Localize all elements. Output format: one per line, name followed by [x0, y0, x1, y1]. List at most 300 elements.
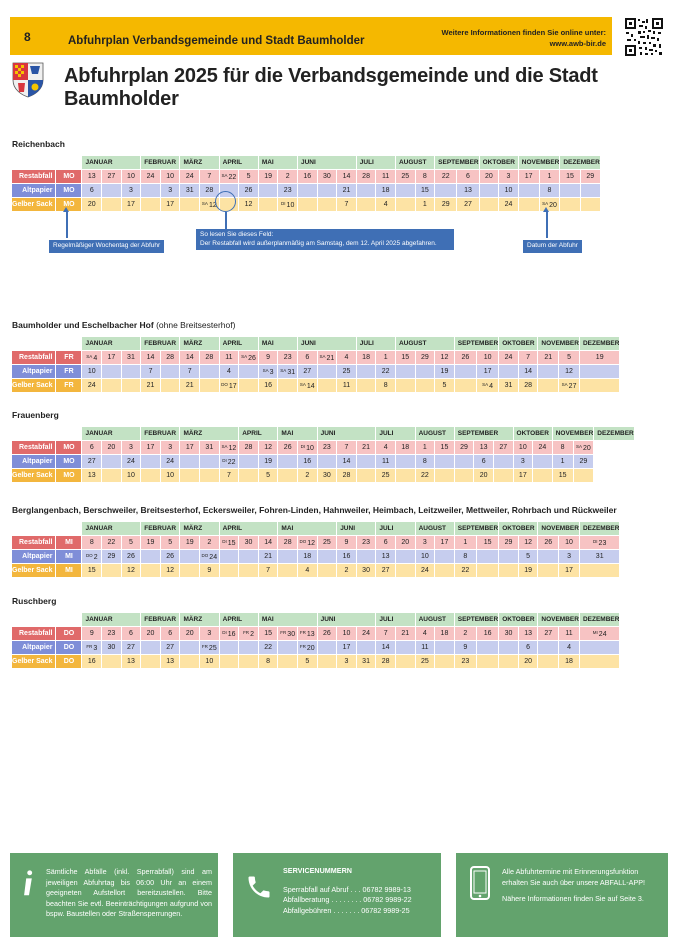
date-cell: 7 — [519, 351, 538, 364]
date-cell: 12 — [559, 365, 579, 378]
date-cell: 26 — [239, 184, 258, 197]
date-cell — [477, 564, 498, 577]
date-cell: 12 — [122, 564, 141, 577]
date-cell: 4 — [337, 351, 356, 364]
month-header-row — [12, 156, 600, 169]
date-cell — [318, 641, 337, 654]
date-cell — [580, 564, 619, 577]
header-spacer — [56, 522, 81, 535]
date-cell: 28 — [278, 536, 297, 549]
date-cell — [102, 455, 121, 468]
date-cell: 16 — [337, 550, 356, 563]
date-cell — [180, 198, 199, 211]
date-cell: $^{DO}$12 — [298, 536, 317, 549]
month-header: JULI — [376, 427, 414, 440]
date-cell: 15 — [416, 184, 435, 197]
date-cell: 13 — [474, 441, 493, 454]
header-info-url[interactable]: www.awb-bir.de — [549, 39, 606, 48]
service-line-sperrabfall[interactable]: Sperrabfall auf Abruf . . . 06782 9989-13 — [283, 884, 411, 894]
weekday-cell: DO — [56, 627, 81, 640]
date-cell: 10 — [514, 441, 533, 454]
date-cell: 21 — [396, 627, 415, 640]
shifted-weekday: DO — [299, 538, 307, 544]
date-cell: 3 — [499, 170, 518, 183]
date-cell — [357, 469, 376, 482]
month-header: JUNI — [318, 613, 376, 626]
date-cell: 26 — [538, 536, 558, 549]
shifted-weekday: DO — [221, 381, 228, 387]
row-label: Gelber Sack — [12, 379, 55, 392]
date-cell: 19 — [180, 536, 199, 549]
callout-date: Datum der Abfuhr — [523, 240, 582, 253]
date-cell — [396, 469, 415, 482]
date-cell: 6 — [376, 536, 395, 549]
date-cell: 31 — [122, 351, 141, 364]
date-cell — [477, 550, 498, 563]
date-cell — [357, 641, 376, 654]
date-cell: 3 — [161, 184, 180, 197]
date-cell: 20 — [396, 536, 415, 549]
date-cell — [318, 198, 337, 211]
date-cell — [239, 469, 258, 482]
footer-app-box — [456, 853, 668, 937]
month-header: SEPTEMBER — [435, 156, 478, 169]
callout-arrowhead-weekday — [63, 207, 69, 212]
date-cell — [180, 550, 199, 563]
weekday-cell: DO — [56, 641, 81, 654]
month-header: AUGUST — [396, 156, 434, 169]
header-spacer — [12, 522, 55, 535]
date-cell: 17 — [141, 441, 160, 454]
date-cell: 27 — [538, 627, 558, 640]
date-cell: 2 — [278, 170, 297, 183]
header-info-line1: Weitere Informationen finden Sie online unter: — [441, 28, 606, 37]
date-cell: 10 — [200, 655, 219, 668]
date-cell — [239, 365, 258, 378]
row-label: Gelber Sack — [12, 655, 55, 668]
date-cell: 24 — [533, 441, 552, 454]
date-cell: 6 — [82, 184, 101, 197]
date-cell: 30 — [357, 564, 376, 577]
date-cell — [396, 655, 415, 668]
date-cell: 1 — [416, 198, 435, 211]
weekday-cell: MO — [56, 441, 81, 454]
month-header: MAI — [259, 337, 297, 350]
month-header: MÄRZ — [180, 522, 218, 535]
page-number: 8 — [24, 30, 31, 44]
date-cell: 18 — [376, 184, 395, 197]
date-cell — [141, 564, 160, 577]
date-cell: $^{DI}$23 — [580, 536, 619, 549]
date-cell: 18 — [396, 441, 415, 454]
date-cell: $^{SA}$12 — [200, 198, 219, 211]
shifted-weekday: SA — [482, 381, 489, 387]
date-cell: 15 — [553, 469, 573, 482]
service-line-abfallgebuehren[interactable]: Abfallgebühren . . . . . . . 06782 9989-25 — [283, 905, 410, 915]
month-header: AUGUST — [416, 427, 454, 440]
date-cell: 10 — [499, 184, 518, 197]
date-cell: 13 — [122, 655, 141, 668]
date-cell: 6 — [519, 641, 538, 654]
date-cell: 1 — [540, 170, 560, 183]
date-cell: 13 — [82, 170, 101, 183]
month-header: APRIL — [220, 156, 258, 169]
callout-pointer-field — [225, 212, 227, 230]
weekday-cell: MI — [56, 536, 81, 549]
month-header: DEZEMBER — [580, 337, 619, 350]
date-cell — [435, 655, 454, 668]
info-icon — [22, 867, 36, 901]
altpapier-row — [12, 184, 600, 197]
header-spacer — [56, 337, 81, 350]
date-cell: 29 — [455, 441, 474, 454]
date-cell: 22 — [416, 469, 435, 482]
date-cell: 17 — [180, 441, 199, 454]
callout-field — [196, 229, 454, 250]
date-cell — [416, 379, 435, 392]
shifted-weekday: SA — [319, 353, 326, 359]
month-header: DEZEMBER — [560, 156, 599, 169]
date-cell: 23 — [278, 184, 297, 197]
date-cell: 17 — [102, 351, 121, 364]
date-cell — [396, 550, 415, 563]
date-cell: 14 — [519, 365, 538, 378]
date-cell — [200, 365, 219, 378]
date-cell — [494, 469, 513, 482]
shifted-weekday: DO — [85, 552, 93, 558]
date-cell: $^{FR}$13 — [298, 627, 317, 640]
gelber-sack-row — [12, 469, 634, 482]
month-header: JANUAR — [82, 427, 140, 440]
date-cell — [141, 550, 160, 563]
date-cell — [435, 469, 454, 482]
month-header: OKTOBER — [499, 522, 537, 535]
gelber-sack-row — [12, 198, 600, 211]
date-cell: 11 — [376, 455, 395, 468]
date-cell: 2 — [455, 627, 476, 640]
date-cell: $^{SA}$4 — [477, 379, 498, 392]
date-cell — [580, 655, 619, 668]
schedule-table — [11, 155, 601, 212]
qr-code-icon[interactable] — [624, 17, 664, 57]
date-cell: 19 — [435, 365, 454, 378]
month-header: FEBRUAR — [141, 613, 179, 626]
month-header-row — [12, 522, 619, 535]
gelber-sack-row — [12, 379, 619, 392]
date-cell — [200, 455, 219, 468]
restabfall-row — [12, 170, 600, 183]
date-cell: $^{SA}$27 — [559, 379, 579, 392]
date-cell — [480, 198, 499, 211]
date-cell: 28 — [239, 441, 258, 454]
date-cell: 13 — [161, 655, 180, 668]
shifted-weekday: DI — [300, 443, 306, 449]
header-spacer — [56, 613, 81, 626]
date-cell — [278, 455, 297, 468]
row-label: Altpapier — [12, 365, 55, 378]
date-cell — [141, 469, 160, 482]
date-cell — [580, 641, 619, 654]
date-cell — [102, 564, 121, 577]
date-cell: 3 — [337, 655, 356, 668]
main-title: Abfuhrplan 2025 für die Verbandsgemeinde und die Stadt Baumholder — [64, 65, 598, 110]
date-cell: 21 — [357, 441, 376, 454]
date-cell — [239, 379, 258, 392]
date-cell — [239, 641, 258, 654]
date-cell: 17 — [514, 469, 533, 482]
date-cell — [122, 379, 141, 392]
footer-service-box — [233, 853, 441, 937]
date-cell: 26 — [122, 550, 141, 563]
date-cell — [318, 550, 337, 563]
date-cell — [499, 564, 518, 577]
date-cell: 30 — [318, 170, 337, 183]
header-spacer — [12, 156, 55, 169]
date-cell — [480, 184, 499, 197]
date-cell: $^{SA}$26 — [239, 351, 258, 364]
date-cell — [435, 564, 454, 577]
date-cell: 1 — [455, 536, 476, 549]
shifted-weekday: SA — [86, 353, 93, 359]
date-cell — [538, 564, 558, 577]
date-cell: 27 — [122, 641, 141, 654]
date-cell: 20 — [141, 627, 160, 640]
date-cell: $^{SA}$21 — [318, 351, 337, 364]
date-cell: 27 — [298, 365, 317, 378]
date-cell — [396, 455, 415, 468]
date-cell: 5 — [435, 379, 454, 392]
date-cell: 13 — [519, 627, 538, 640]
date-cell: $^{SA}$4 — [82, 351, 101, 364]
date-cell — [499, 365, 518, 378]
date-cell — [357, 365, 376, 378]
date-cell — [519, 198, 539, 211]
date-cell — [161, 379, 180, 392]
date-cell: 4 — [298, 564, 317, 577]
date-cell: 17 — [477, 365, 498, 378]
month-header: FEBRUAR — [141, 337, 179, 350]
date-cell: 8 — [416, 455, 435, 468]
date-cell: 10 — [416, 550, 435, 563]
date-cell: 5 — [559, 351, 579, 364]
date-cell: 24 — [141, 170, 160, 183]
date-cell — [259, 184, 278, 197]
date-cell: $^{DI}$10 — [278, 198, 297, 211]
date-cell — [580, 379, 619, 392]
date-cell: 16 — [298, 455, 317, 468]
schedule-section — [12, 139, 668, 212]
altpapier-row — [12, 550, 619, 563]
shifted-weekday: SA — [280, 367, 287, 373]
shifted-weekday: DI — [222, 457, 227, 463]
shifted-weekday: DI — [281, 200, 286, 206]
date-cell: 24 — [416, 564, 435, 577]
date-cell: 12 — [519, 536, 538, 549]
date-cell: 30 — [102, 641, 121, 654]
section-title — [12, 410, 668, 421]
month-header: JULI — [357, 337, 395, 350]
shifted-weekday: SA — [221, 172, 228, 178]
month-header: JULI — [376, 522, 414, 535]
date-cell: $^{FR}$25 — [200, 641, 219, 654]
shifted-weekday: SA — [262, 367, 269, 373]
date-cell — [318, 365, 337, 378]
date-cell — [435, 184, 456, 197]
date-cell: 24 — [499, 198, 518, 211]
callout-pointer-weekday — [66, 211, 68, 238]
row-label: Gelber Sack — [12, 469, 55, 482]
date-cell: 18 — [559, 655, 579, 668]
date-cell — [180, 469, 199, 482]
date-cell: 17 — [559, 564, 579, 577]
callout-highlight-circle — [215, 191, 236, 212]
date-cell: 31 — [499, 379, 518, 392]
date-cell: 21 — [538, 351, 558, 364]
date-cell: 3 — [559, 550, 579, 563]
row-label: Restabfall — [12, 441, 55, 454]
date-cell: 19 — [519, 564, 538, 577]
shifted-weekday: SA — [221, 443, 228, 449]
date-cell — [141, 655, 160, 668]
date-cell: 23 — [102, 627, 121, 640]
date-cell — [102, 365, 121, 378]
date-cell: 7 — [220, 469, 239, 482]
date-cell: 17 — [122, 198, 141, 211]
date-cell: 1 — [416, 441, 435, 454]
date-cell: 30 — [318, 469, 337, 482]
shifted-weekday: FR — [280, 629, 287, 635]
date-cell — [455, 455, 474, 468]
date-cell: 28 — [200, 184, 219, 197]
date-cell — [538, 365, 558, 378]
date-cell: $^{MI}$24 — [580, 627, 619, 640]
weekday-cell: MO — [56, 455, 81, 468]
date-cell: 29 — [581, 170, 600, 183]
date-cell: 6 — [82, 441, 101, 454]
date-cell — [477, 655, 498, 668]
date-cell: 13 — [457, 184, 478, 197]
date-cell: 13 — [82, 469, 101, 482]
date-cell: $^{DI}$10 — [298, 441, 317, 454]
date-cell: 21 — [259, 550, 278, 563]
date-cell — [180, 564, 199, 577]
date-cell — [538, 550, 558, 563]
date-cell: 10 — [337, 627, 356, 640]
date-cell — [259, 198, 278, 211]
date-cell: 26 — [455, 351, 476, 364]
row-label: Altpapier — [12, 550, 55, 563]
section-title-text: Ruschberg — [12, 596, 57, 606]
month-header: MAI — [259, 156, 297, 169]
date-cell — [141, 184, 160, 197]
date-cell — [239, 564, 258, 577]
date-cell — [560, 184, 579, 197]
date-cell: 26 — [278, 441, 297, 454]
date-cell: $^{SA}$20 — [574, 441, 594, 454]
date-cell — [435, 455, 454, 468]
month-header: AUGUST — [416, 613, 454, 626]
weekday-cell: MI — [56, 564, 81, 577]
section-title-text: Reichenbach — [12, 139, 65, 149]
date-cell — [278, 641, 297, 654]
date-cell: 17 — [337, 641, 356, 654]
date-cell: 6 — [161, 627, 180, 640]
date-cell: 28 — [357, 170, 376, 183]
date-cell — [396, 184, 415, 197]
date-cell: 16 — [82, 655, 101, 668]
schedule-table — [11, 336, 620, 393]
date-cell: 17 — [435, 536, 454, 549]
date-cell: 9 — [455, 641, 476, 654]
date-cell: 21 — [180, 379, 199, 392]
date-cell: 14 — [376, 641, 395, 654]
coat-of-arms-logo — [12, 62, 44, 98]
month-header-row — [12, 613, 619, 626]
date-cell — [122, 365, 141, 378]
service-line-abfallberatung[interactable]: Abfallberatung . . . . . . . . 06782 9989-22 — [283, 895, 412, 904]
date-cell — [278, 564, 297, 577]
date-cell: 29 — [416, 351, 435, 364]
shifted-weekday: FR — [86, 643, 93, 649]
month-header: NOVEMBER — [538, 337, 579, 350]
date-cell: 5 — [161, 536, 180, 549]
date-cell: 20 — [82, 198, 101, 211]
header-info — [442, 27, 606, 49]
date-cell: 17 — [519, 170, 539, 183]
date-cell: 18 — [435, 627, 454, 640]
date-cell: 5 — [239, 170, 258, 183]
date-cell: 27 — [82, 455, 101, 468]
date-cell: $^{FR}$3 — [82, 641, 101, 654]
month-header: JANUAR — [82, 156, 140, 169]
header-title: Abfuhrplan Verbandsgemeinde und Stadt Baumholder — [68, 35, 365, 47]
callout-pointer-date — [546, 211, 548, 238]
date-cell: 16 — [477, 627, 498, 640]
date-cell: 24 — [82, 379, 101, 392]
date-cell — [318, 379, 337, 392]
month-header: JUNI — [298, 337, 356, 350]
date-cell: 7 — [376, 627, 395, 640]
date-cell: 12 — [435, 351, 454, 364]
shifted-weekday: SA — [575, 443, 582, 449]
date-cell: 12 — [259, 441, 278, 454]
date-cell: 23 — [455, 655, 476, 668]
header-spacer — [12, 337, 55, 350]
date-cell: 28 — [200, 351, 219, 364]
date-cell: 20 — [180, 627, 199, 640]
date-cell — [318, 455, 337, 468]
date-cell: 9 — [200, 564, 219, 577]
date-cell: 7 — [200, 170, 219, 183]
date-cell: 18 — [357, 351, 376, 364]
month-header: FEBRUAR — [141, 522, 179, 535]
app-promo-text: Alle Abfuhrtermine mit Erinnerungsfunktion erhalten Sie auch über unsere ABFALL-APP! — [502, 867, 646, 887]
date-cell: 5 — [298, 655, 317, 668]
section-title — [12, 596, 668, 607]
date-cell: 10 — [559, 536, 579, 549]
date-cell — [298, 198, 317, 211]
date-cell — [533, 469, 552, 482]
date-cell: 18 — [298, 550, 317, 563]
month-header: NOVEMBER — [538, 522, 579, 535]
app-page-reference: Nähere Informationen finden Sie auf Seite 3. — [502, 894, 644, 903]
month-header: SEPTEMBER — [455, 337, 498, 350]
date-cell: 8 — [376, 379, 395, 392]
date-cell: 7 — [337, 198, 356, 211]
date-cell: 8 — [540, 184, 560, 197]
service-title: SERVICENUMMERN — [283, 866, 352, 875]
gelber-sack-row — [12, 655, 619, 668]
